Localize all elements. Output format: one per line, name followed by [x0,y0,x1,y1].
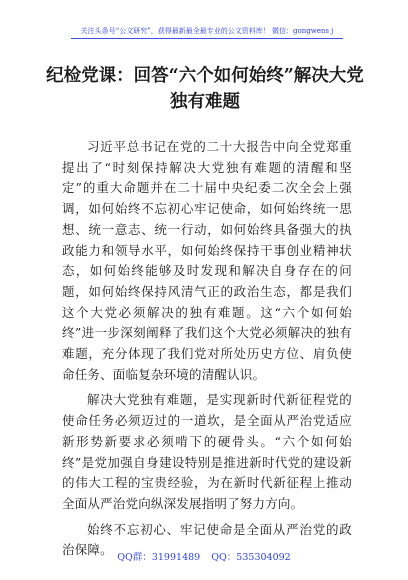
paragraph-3: 始终不忘初心、牢记使命是全面从严治党的政治保障。 [62,521,352,558]
paragraph-2: 解决大党独有难题，是实现新时代新征程党的使命任务必须迈过的一道坎，是全面从严治党适应新形势新要求必须啃下的硬骨头。“六个如何始终”是党加强自身建设特别是推进新时代党的建设新的伟大工程的宝贵经验，为在新时代新征程上推动全面从严治党向纵深发展指明了努力方向。 [62,392,352,511]
header-banner [71,25,343,39]
paragraph-1: 习近平总书记在党的二十大报告中向全党郑重提出了“时刻保持解决大党独有难题的清醒和坚定”的重大命题并在二十届中央纪委二次全会上强调，如何始终不忘初心牢记使命，如何始终统一思想、统一意志、统一行动，如何始终具备强大的执政能力和领导水平，如何始终保持干事创业精神状态，如何始终能够及时发现和解决自身存在的问题，如何始终保持风清气正的政治生态，都是我们这个大党必须解决的独有难题。这“六个如何始终”进一步深刻阐释了我们这个大党必须解决的独有难题，充分体现了我们党对所处历史方位、肩负使命任务、面临复杂环境的清醒认识。 [62,139,352,382]
document-body [62,137,352,566]
header-banner-text: 关注头条号“公文研究”，获得最新最全最专业的公文资料库！ 微信：gongwens j [80,27,334,35]
document-title: 纪检党课：回答“六个如何始终”解决大党独有难题 [46,66,364,112]
footer-qq-group: QQ群：31991489 [117,552,201,563]
footer-qq: QQ：535304092 [211,552,291,563]
footer-contact [0,549,408,563]
